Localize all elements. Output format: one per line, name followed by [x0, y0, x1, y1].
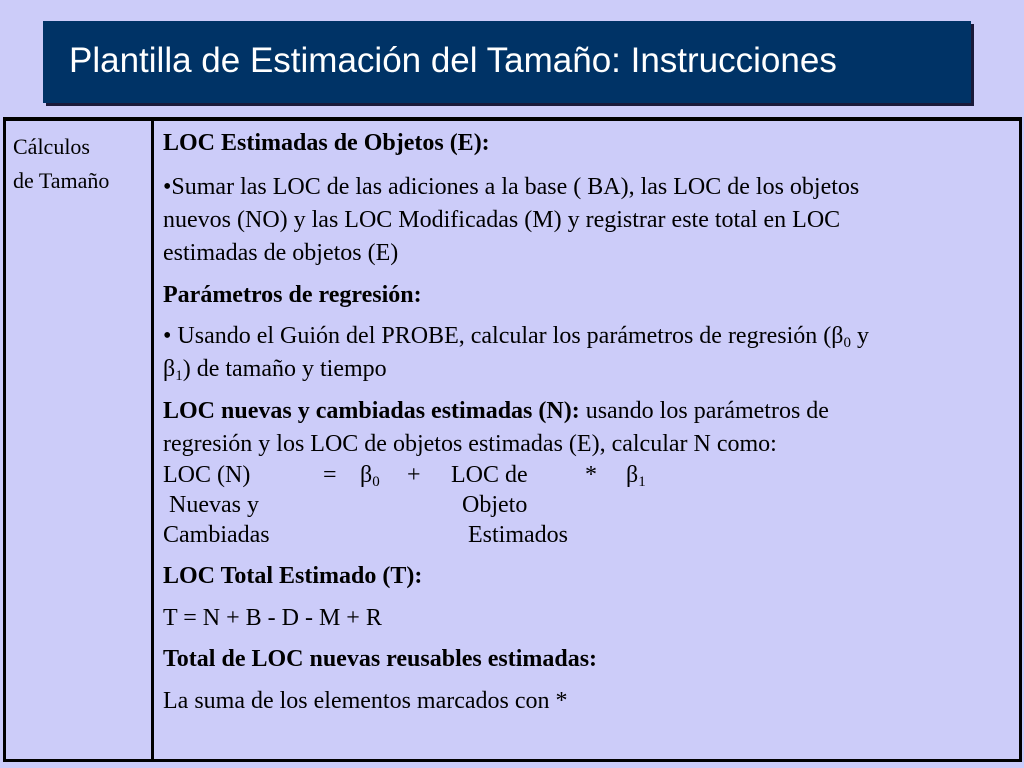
paragraph-suma: La suma de los elementos marcados con * — [163, 688, 568, 714]
paragraph-usando-line-2 — [163, 356, 387, 383]
title-banner — [43, 21, 971, 103]
formula-cambiadas: Cambiadas — [163, 522, 270, 548]
beta-symbol: β — [360, 462, 373, 488]
formula-beta-1 — [626, 462, 646, 489]
paragraph-loc-nuevas-line-1 — [163, 398, 829, 425]
formula-loc-de: LOC de — [451, 462, 528, 488]
instructions-table — [3, 117, 1022, 762]
beta-symbol: β — [831, 323, 844, 349]
formula-estimados: Estimados — [468, 522, 568, 548]
formula-plus: + — [407, 462, 421, 488]
paragraph-sumar-line-2: nuevos (NO) y las LOC Modificadas (M) y registrar este total en LOC — [163, 207, 841, 233]
formula-objeto: Objeto — [462, 492, 528, 518]
paragraph-loc-nuevas-line-2: regresión y los LOC de objetos estimadas (E), calcular N como: — [163, 431, 777, 457]
heading-total-reusables: Total de LOC nuevas reusables estimadas: — [163, 646, 598, 672]
beta-symbol: β — [163, 356, 176, 382]
beta-subscript-0: 0 — [843, 335, 851, 351]
category-line-1: Cálculos — [13, 134, 90, 159]
paragraph-sumar-line-3: estimadas de objetos (E) — [163, 240, 399, 266]
category-cell — [13, 130, 109, 198]
category-line-2: de Tamaño — [13, 168, 110, 193]
beta-subscript-1: 1 — [175, 368, 183, 384]
heading-loc-nuevas: LOC nuevas y cambiadas estimadas (N): — [163, 398, 580, 424]
paragraph-usando-end: ) de tamaño y tiempo — [182, 356, 387, 382]
page-title: Plantilla de Estimación del Tamaño: Instrucciones — [69, 41, 837, 80]
heading-loc-objetos: LOC Estimadas de Objetos (E): — [163, 130, 490, 156]
paragraph-usando-line-1 — [163, 323, 869, 350]
paragraph-sumar-line-1: •Sumar las LOC de las adiciones a la base ( BA), las LOC de los objetos — [163, 174, 860, 200]
formula-equals: = — [323, 462, 337, 488]
beta-symbol: β — [626, 462, 639, 488]
formula — [163, 462, 1013, 562]
paragraph-loc-nuevas-text: usando los parámetros de — [579, 398, 829, 424]
formula-star: * — [585, 462, 597, 488]
paragraph-usando-text: • Usando el Guión del PROBE, calcular los parámetros de regresión ( — [163, 323, 832, 349]
paragraph-usando-y: y — [850, 323, 869, 349]
formula-total: T = N + B - D - M + R — [163, 605, 382, 631]
formula-nuevas-y: Nuevas y — [169, 492, 259, 518]
formula-loc-n: LOC (N) — [163, 462, 251, 488]
beta-subscript-1: 1 — [638, 474, 646, 490]
formula-beta-0 — [360, 462, 380, 489]
heading-loc-total: LOC Total Estimado (T): — [163, 563, 423, 589]
heading-parametros-regresion: Parámetros de regresión: — [163, 282, 422, 308]
column-divider — [151, 121, 154, 759]
beta-subscript-0: 0 — [372, 474, 380, 490]
